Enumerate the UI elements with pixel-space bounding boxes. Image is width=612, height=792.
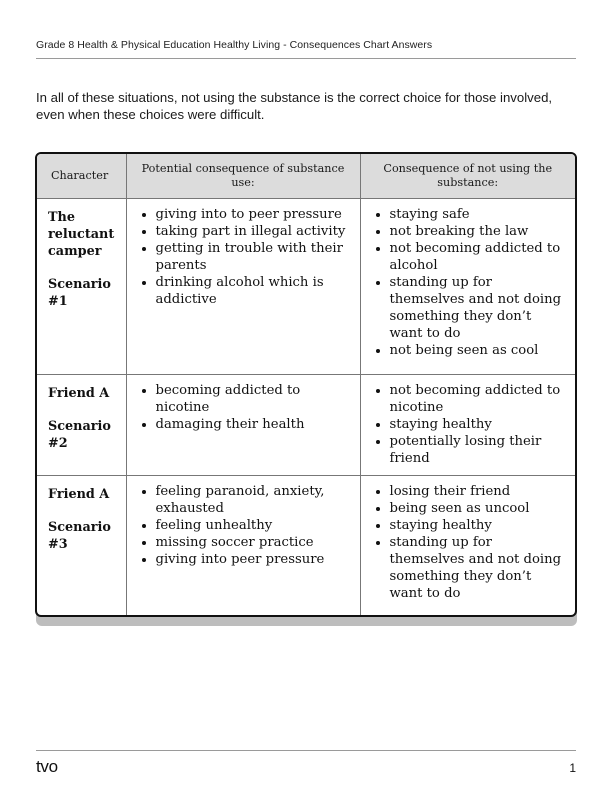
list-item: • being seen as uncool [390,500,569,517]
character-cell [37,375,126,476]
character-name: The reluctant camper [48,210,115,259]
consequences-chart [35,152,577,617]
list-item: • staying healthy [390,416,569,433]
substance-use-list [128,200,359,308]
list-item: • staying healthy [390,517,569,534]
list-item: • damaging their health [156,416,353,433]
substance-use-cell [126,476,360,616]
list-item: • drinking alcohol which is addictive [156,274,353,308]
column-header-character: Character [37,154,126,199]
scenario-label: Scenario #2 [48,419,111,451]
scenario-label: Scenario #1 [48,277,111,309]
list-item: • losing their friend [390,483,569,500]
list-item: • taking part in illegal activity [156,223,353,240]
substance-use-cell [126,199,360,375]
table-row [37,375,575,476]
list-item: • not becoming addicted to alcohol [390,240,569,274]
consequences-table [37,154,575,615]
substance-use-list [128,376,359,433]
column-header-substance-use: Potential consequence of substance use: [126,154,360,199]
not-using-list [362,376,575,467]
substance-use-cell [126,375,360,476]
scenario-label: Scenario #3 [48,520,111,552]
header-divider [36,58,576,59]
list-item: • staying safe [390,206,569,223]
list-item: • not being seen as cool [390,342,569,359]
list-item: • getting in trouble with their parents [156,240,353,274]
not-using-cell [360,375,575,476]
character-name: Friend A [48,487,110,502]
page-number: 1 [569,761,576,775]
list-item: • missing soccer practice [156,534,353,551]
list-item: • potentially losing their friend [390,433,569,467]
table-header-row [37,154,575,199]
list-item: • feeling paranoid, anxiety, exhausted [156,483,353,517]
list-item: • giving into to peer pressure [156,206,353,223]
footer-divider [36,750,576,751]
character-cell [37,476,126,616]
not-using-list [362,477,575,602]
list-item: • giving into peer pressure [156,551,353,568]
character-cell [37,199,126,375]
list-item: • standing up for themselves and not doing something they don’t want to do [390,274,569,342]
column-header-not-using: Consequence of not using the substance: [360,154,575,199]
list-item: • becoming addicted to nicotine [156,382,353,416]
tvo-logo: tvo [36,757,58,776]
list-item: • standing up for themselves and not doing something they don’t want to do [390,534,569,602]
substance-use-list [128,477,359,568]
list-item: • not becoming addicted to nicotine [390,382,569,416]
list-item: • not breaking the law [390,223,569,240]
not-using-list [362,200,575,359]
table-row [37,476,575,616]
not-using-cell [360,476,575,616]
list-item: • feeling unhealthy [156,517,353,534]
intro-paragraph: In all of these situations, not using the substance is the correct choice for those involved, even when these choices were difficult. [36,90,553,122]
not-using-cell [360,199,575,375]
document-header-title: Grade 8 Health & Physical Education Healthy Living - Consequences Chart Answers [36,39,433,51]
character-name: Friend A [48,386,110,401]
table-row [37,199,575,375]
